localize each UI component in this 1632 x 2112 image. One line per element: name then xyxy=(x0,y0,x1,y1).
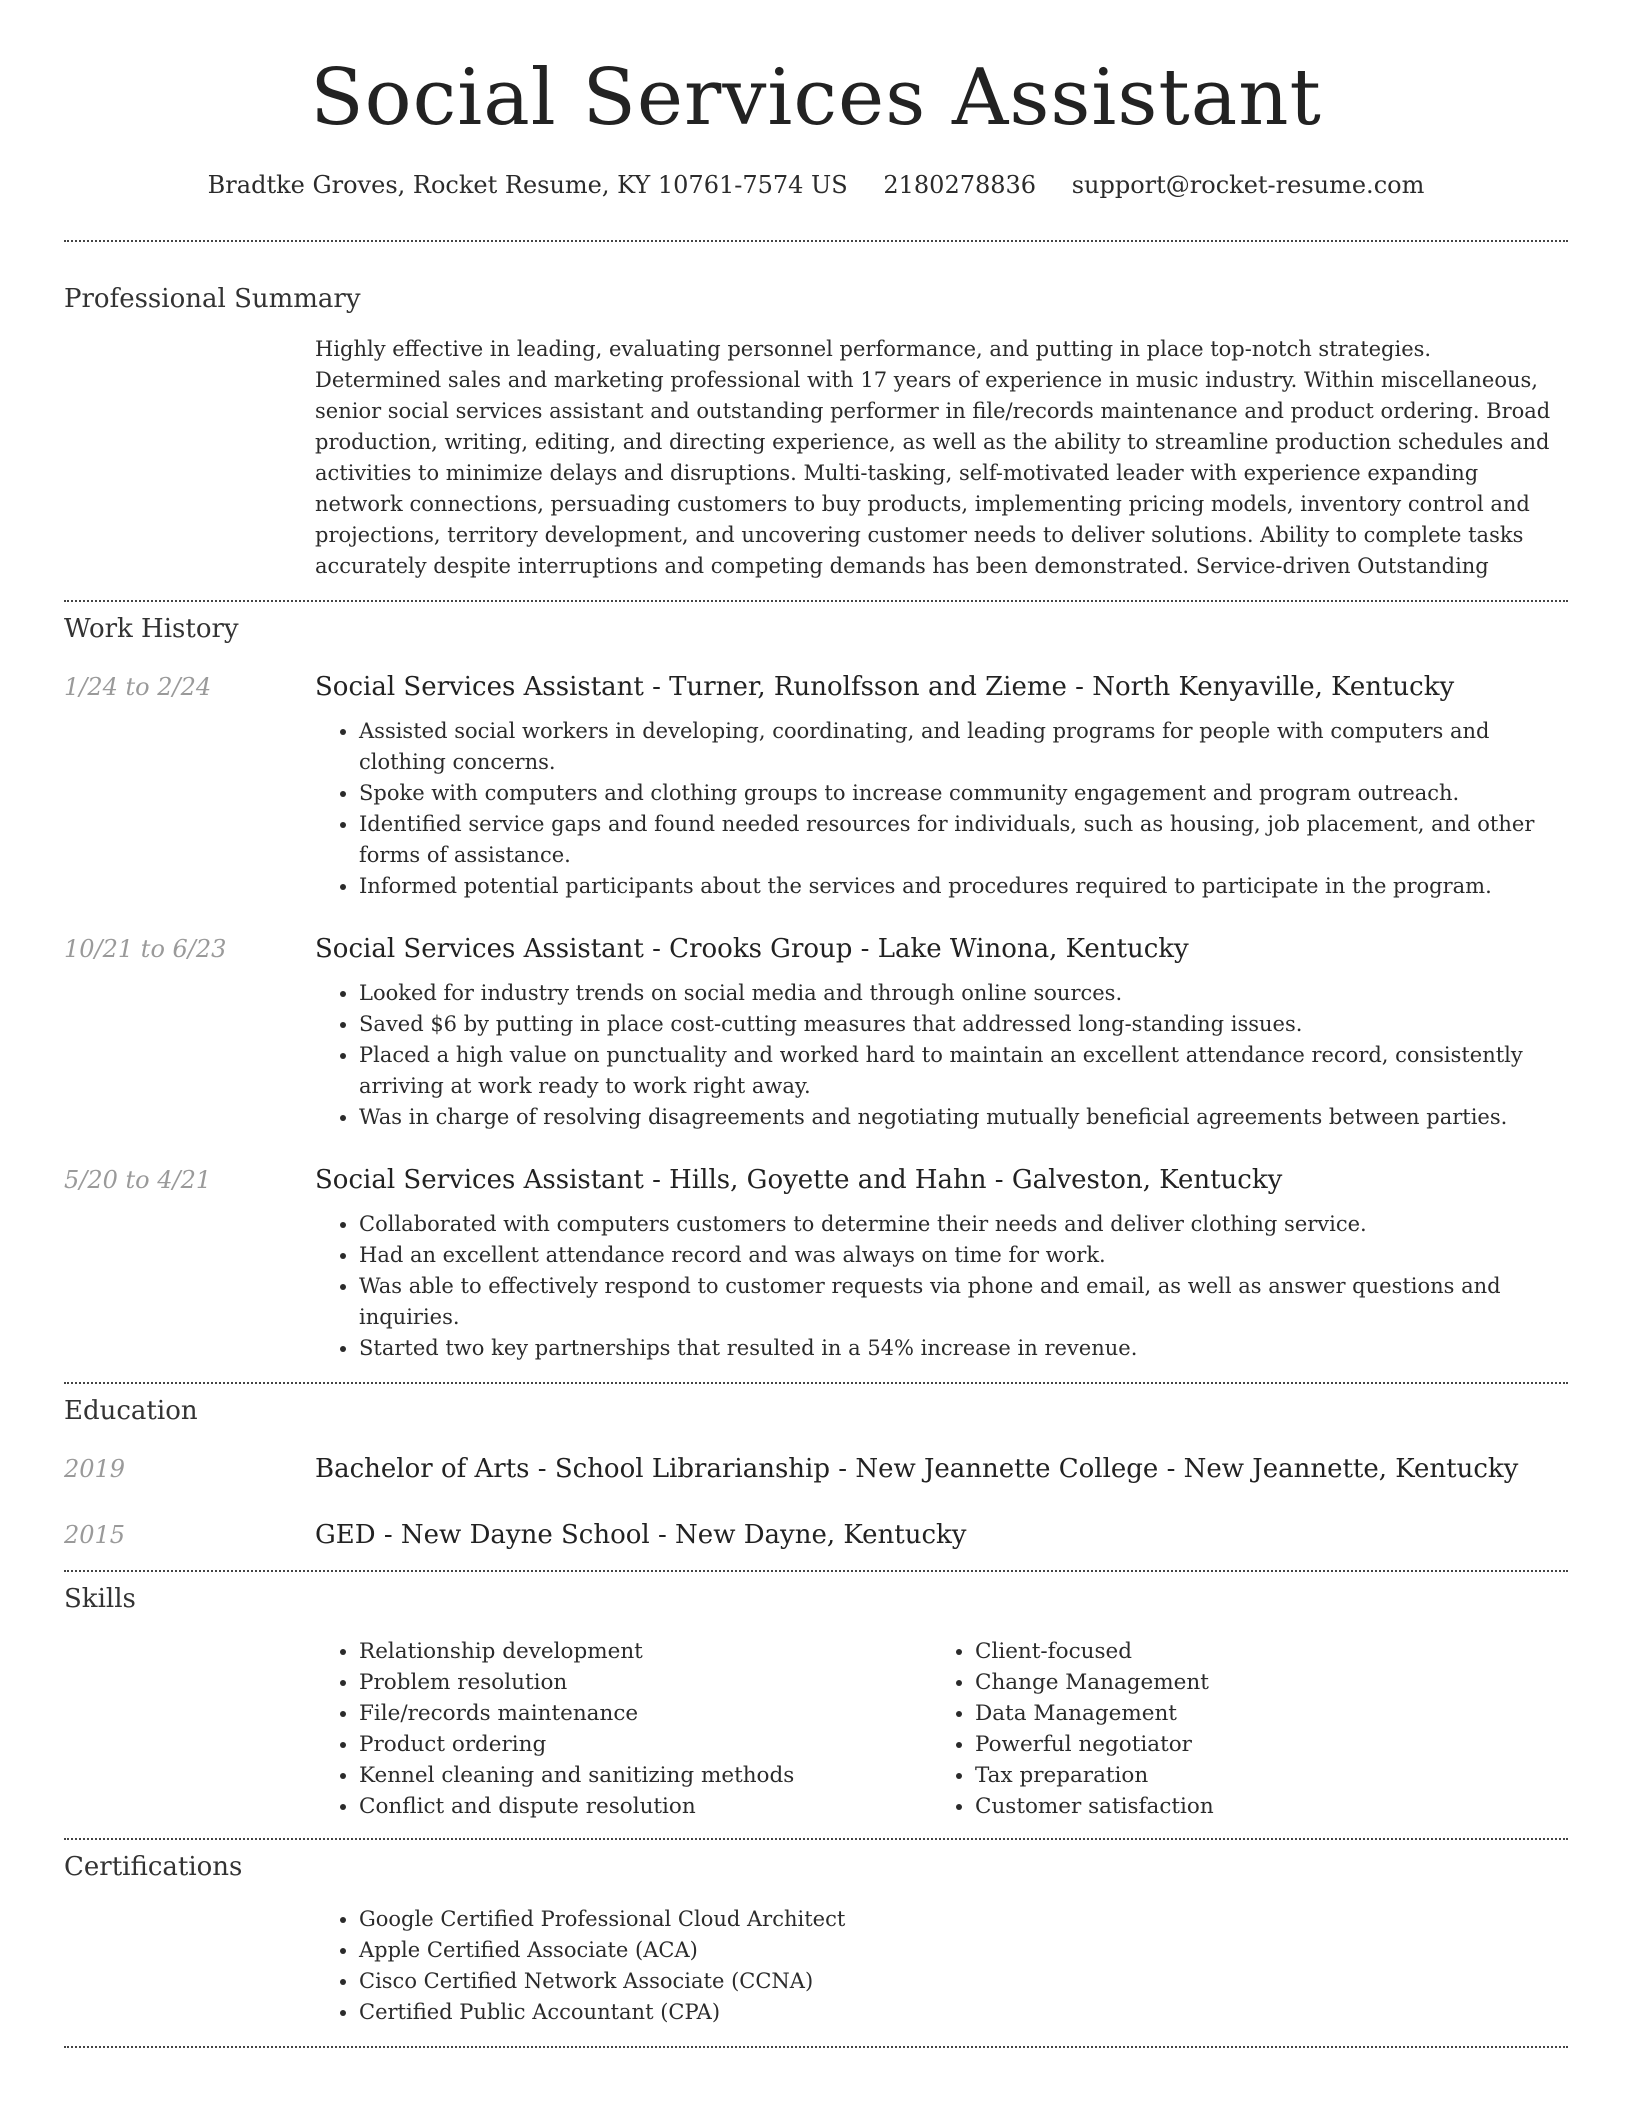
job-entry xyxy=(64,670,1568,902)
list-item: • Change Management xyxy=(975,1667,1547,1698)
list-item: • Saved $6 by putting in place cost-cutting measures that addressed long-standing issues. xyxy=(359,1009,1568,1040)
list-item: • Assisted social workers in developing, coordinating, and leading programs for people with computers and clothing concerns. xyxy=(359,716,1568,778)
education-year: 2019 xyxy=(64,1455,126,1483)
job-dates: 5/20 to 4/21 xyxy=(64,1166,212,1194)
contact-phone: 2180278836 xyxy=(883,171,1037,199)
summary-left-spacer xyxy=(64,334,315,582)
list-item: • Powerful negotiator xyxy=(975,1729,1547,1760)
list-item: • Informed potential participants about the services and procedures required to participate in the program. xyxy=(359,871,1568,902)
section-divider xyxy=(64,600,1568,602)
list-item: • Collaborated with computers customers to determine their needs and deliver clothing service. xyxy=(359,1209,1568,1240)
contact-line xyxy=(64,168,1568,202)
education-entry xyxy=(64,1452,1568,1486)
list-item: • Product ordering xyxy=(359,1729,931,1760)
certifications-row xyxy=(64,1904,1568,2028)
list-item: • Kennel cleaning and sanitizing methods xyxy=(359,1760,931,1791)
list-item: • Cisco Certified Network Associate (CCNA) xyxy=(359,1966,1568,1997)
list-item: • Google Certified Professional Cloud Architect xyxy=(359,1904,1568,1935)
education-text: GED - New Dayne School - New Dayne, Kentucky xyxy=(315,1520,967,1550)
list-item: • Data Management xyxy=(975,1698,1547,1729)
list-item: • Was able to effectively respond to customer requests via phone and email, as well as answer questions and inquiries. xyxy=(359,1271,1568,1333)
list-item: • File/records maintenance xyxy=(359,1698,931,1729)
work-history-title: Work History xyxy=(64,614,239,644)
education-title: Education xyxy=(64,1396,198,1426)
job-dates: 1/24 to 2/24 xyxy=(64,673,212,701)
skills-list-right xyxy=(931,1636,1547,1822)
education-text: Bachelor of Arts - School Librarianship - New Jeannette College - New Jeannette, Kentucky xyxy=(315,1454,1519,1484)
list-item: • Client-focused xyxy=(975,1636,1547,1667)
job-entry xyxy=(64,932,1568,1133)
contact-email: support@rocket-resume.com xyxy=(1071,171,1425,199)
job-heading: Social Services Assistant - Turner, Runolfsson and Zieme - North Kenyaville, Kentucky xyxy=(315,672,1455,702)
certifications-list xyxy=(315,1904,1568,2028)
skills-grid xyxy=(315,1636,1568,1822)
skills-left-spacer xyxy=(64,1636,315,1822)
certifications-title: Certifications xyxy=(64,1852,243,1882)
list-item: • Had an excellent attendance record and was always on time for work. xyxy=(359,1240,1568,1271)
list-item: • Started two key partnerships that resulted in a 54% increase in revenue. xyxy=(359,1333,1568,1364)
section-divider xyxy=(64,240,1568,242)
list-item: • Was in charge of resolving disagreements and negotiating mutually beneficial agreements between parties. xyxy=(359,1102,1568,1133)
job-dates: 10/21 to 6/23 xyxy=(64,935,227,963)
section-divider xyxy=(64,1382,1568,1384)
section-divider xyxy=(64,1838,1568,1840)
list-item: • Customer satisfaction xyxy=(975,1791,1547,1822)
job-bullets xyxy=(315,1209,1568,1364)
section-divider xyxy=(64,2046,1568,2048)
section-divider xyxy=(64,1570,1568,1572)
certifications-left-spacer xyxy=(64,1904,315,2028)
skills-title: Skills xyxy=(64,1584,136,1614)
job-bullets xyxy=(315,978,1568,1133)
list-item: • Problem resolution xyxy=(359,1667,931,1698)
education-year: 2015 xyxy=(64,1521,126,1549)
summary-text: Highly effective in leading, evaluating personnel performance, and putting in place top-notch strategies. Determined sales and marketing professional with 17 years of experience in music industry. Within miscellaneous, senior social services assistant and outstanding performer in file/records maintenance and product ordering. Broad production, writing, editing, and directing experience, as well as the ability to streamline production schedules and activities to minimize delays and disruptions. Multi-tasking, self-motivated leader with experience expanding network connections, persuading customers to buy products, implementing pricing models, inventory control and projections, territory development, and uncovering customer needs to deliver solutions. Ability to complete tasks accurately despite interruptions and competing demands has been demonstrated. Service-driven Outstanding xyxy=(315,337,1551,578)
list-item: • Identified service gaps and found needed resources for individuals, such as housing, job placement, and other forms of assistance. xyxy=(359,809,1568,871)
list-item: • Spoke with computers and clothing groups to increase community engagement and program outreach. xyxy=(359,778,1568,809)
summary-row xyxy=(64,334,1568,582)
job-bullets xyxy=(315,716,1568,902)
resume-name: Social Services Assistant xyxy=(310,53,1322,143)
list-item: • Conflict and dispute resolution xyxy=(359,1791,931,1822)
list-item: • Certified Public Accountant (CPA) xyxy=(359,1997,1568,2028)
list-item: • Relationship development xyxy=(359,1636,931,1667)
job-heading: Social Services Assistant - Crooks Group - Lake Winona, Kentucky xyxy=(315,934,1189,964)
skills-row xyxy=(64,1636,1568,1822)
list-item: • Placed a high value on punctuality and worked hard to maintain an excellent attendance record, consistently arriving at work ready to work right away. xyxy=(359,1040,1568,1102)
job-heading: Social Services Assistant - Hills, Goyette and Hahn - Galveston, Kentucky xyxy=(315,1165,1283,1195)
job-entry xyxy=(64,1163,1568,1364)
contact-address: Bradtke Groves, Rocket Resume, KY 10761-7574 US xyxy=(207,171,848,199)
list-item: • Tax preparation xyxy=(975,1760,1547,1791)
skills-list-left xyxy=(315,1636,931,1822)
education-entry xyxy=(64,1518,1568,1552)
summary-title: Professional Summary xyxy=(64,284,361,314)
list-item: • Apple Certified Associate (ACA) xyxy=(359,1935,1568,1966)
list-item: • Looked for industry trends on social media and through online sources. xyxy=(359,978,1568,1009)
